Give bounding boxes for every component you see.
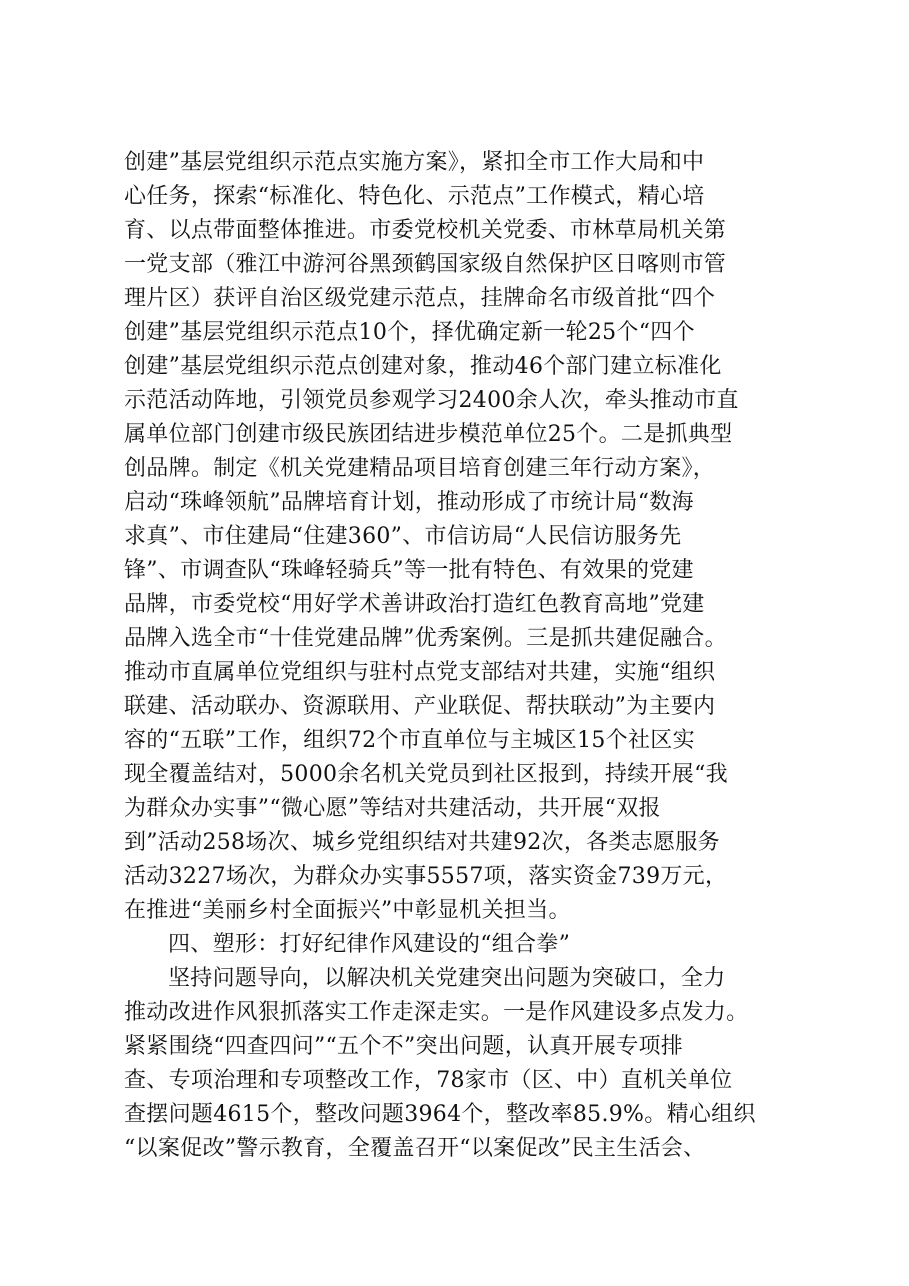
text-line: 查、专项治理和专项整改工作，78家市（区、中）直机关单位: [124, 1068, 733, 1093]
text-line: 推动改进作风狠抓落实工作走深走实。一是作风建设多点发力。: [124, 1000, 749, 1025]
text-line: 紧紧围绕“四查四问”“五个不”突出问题，认真开展专项排: [124, 1034, 684, 1059]
text-line: 育、以点带面整体推进。市委党校机关党委、市林草局机关第: [124, 218, 727, 243]
text-line: 为群众办实事”“微心愿”等结对共建活动，共开展“双报: [124, 796, 661, 821]
body-text: [124, 146, 804, 1166]
text-line: 属单位部门创建市级民族团结进步模范单位25个。二是抓典型: [124, 422, 733, 447]
text-line: 品牌入选全市“十佳党建品牌”优秀案例。三是抓共建促融合。: [124, 626, 727, 651]
text-line: 创建”基层党组织示范点实施方案》，紧扣全市工作大局和中: [124, 150, 705, 175]
text-line: 示范活动阵地，引领党员参观学习2400余人次，牵头推动市直: [124, 388, 739, 413]
text-line: 在推进“美丽乡村全面振兴”中彰显机关担当。: [124, 898, 571, 923]
text-line: 心任务，探索“标准化、特色化、示范点”工作模式，精心培: [124, 184, 705, 209]
text-line: 活动3227场次，为群众办实事5557项，落实资金739万元，: [124, 864, 728, 889]
text-line: 创品牌。制定《机关党建精品项目培育创建三年行动方案》，: [124, 456, 716, 481]
text-line: 锋”、市调查队“珠峰轻骑兵”等一批有特色、有效果的党建: [124, 558, 694, 583]
text-line: 到”活动258场次、城乡党组织结对共建92次，各类志愿服务: [124, 830, 720, 855]
text-line: 创建”基层党组织示范点创建对象，推动46个部门建立标准化: [124, 354, 722, 379]
text-line: 查摆问题4615个，整改问题3964个，整改率85.9%。精心组织: [124, 1102, 756, 1127]
text-line: 推动市直属单位党组织与驻村点党支部结对共建，实施“组织: [124, 660, 716, 685]
text-line: “以案促改”警示教育，全覆盖召开“以案促改”民主生活会、: [124, 1136, 706, 1161]
text-line: 现全覆盖结对，5000余名机关党员到社区报到，持续开展“我: [124, 762, 728, 787]
text-line: 启动“珠峰领航”品牌培育计划，推动形成了市统计局“数海: [124, 490, 694, 515]
text-line: 品牌，市委党校“用好学术善讲政治打造红色教育高地”党建: [124, 592, 705, 617]
text-line: 求真”、市住建局“住建360”、市信访局“人民信访服务先: [124, 524, 682, 549]
text-line: 联建、活动联办、资源联用、产业联促、帮扶联动”为主要内: [124, 694, 716, 719]
paragraph-first-line: 坚持问题导向，以解决机关党建突出问题为突破口，全力: [168, 966, 726, 991]
text-line: 创建”基层党组织示范点10个，择优确定新一轮25个“四个: [124, 320, 695, 345]
text-line: 一党支部（雅江中游河谷黑颈鹤国家级自然保护区日喀则市管: [124, 252, 727, 277]
text-line: 理片区）获评自治区级党建示范点，挂牌命名市级首批“四个: [124, 286, 716, 311]
section-heading: 四、塑形：打好纪律作风建设的“组合拳”: [168, 932, 571, 957]
text-line: 容的“五联”工作，组织72个市直单位与主城区15个社区实: [124, 728, 695, 753]
